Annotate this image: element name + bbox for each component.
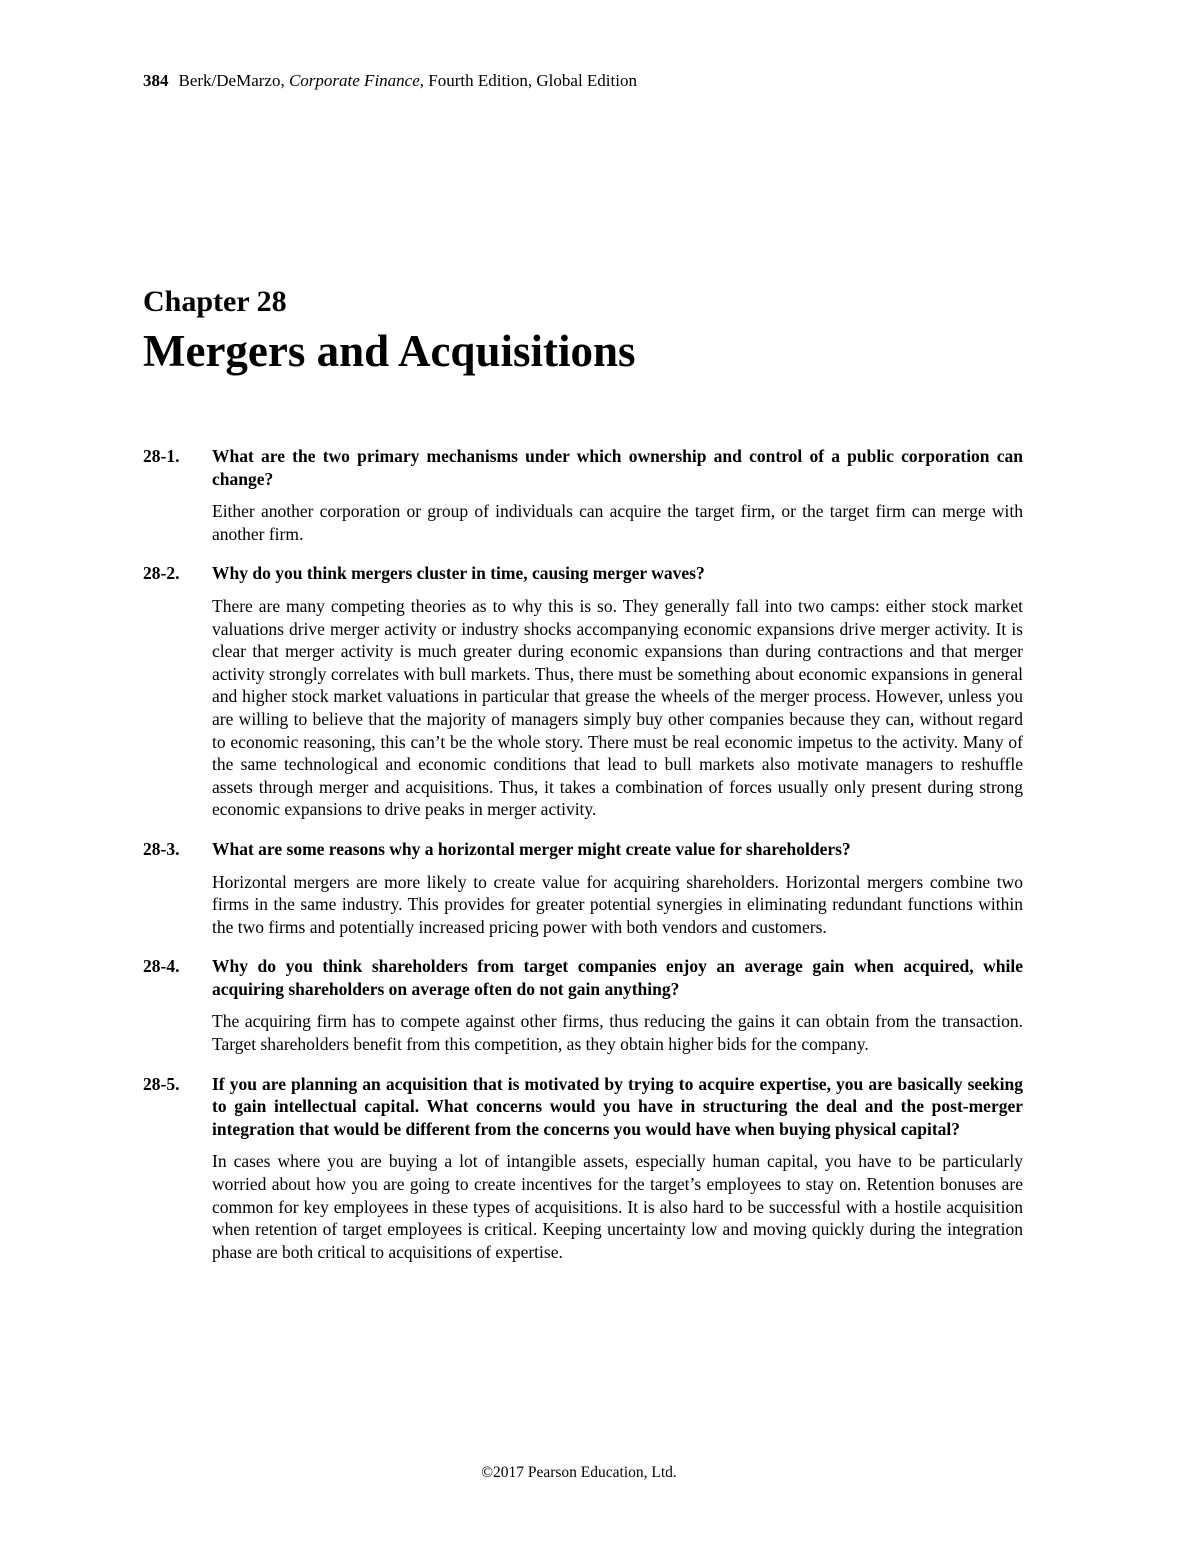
running-header (143, 70, 637, 92)
answer-text: In cases where you are buying a lot of intangible assets, especially human capital, you have to be particularly worried about how you are going to create incentives for the target’s employees to stay on. Retention bonuses are common for key employees in these types of acquisitions. It is also hard to be successful with a hostile acquisition when retention of target employees is critical. Keeping uncertainty low and moving quickly during the integration phase are both critical to acquisitions of expertise. (212, 1151, 1023, 1262)
answer-text: Horizontal mergers are more likely to create value for acquiring shareholders. Horizontal mergers combine two firms in the same industry. This provides for greater potential synergies in eliminating redundant functions within the two firms and potentially increased pricing power with both vendors and customers. (212, 871, 1023, 937)
question-item (143, 562, 1023, 821)
question-text: If you are planning an acquisition that is motivated by trying to acquire expertise, you are basically seeking to gain intellectual capital. What concerns would you have in structuring the deal and the post-merger integration that would be different from the concerns you would have when buying physical capital? (212, 1073, 1023, 1139)
question-number: 28-3. (143, 838, 180, 859)
question-item (143, 1073, 1023, 1264)
answer-text: Either another corporation or group of individuals can acquire the target firm, or the target firm can merge with another firm. (212, 501, 1023, 544)
question-list (143, 445, 1023, 1280)
question-number: 28-4. (143, 956, 180, 977)
question-text: What are the two primary mechanisms under which ownership and control of a public corporation can change? (212, 446, 1023, 489)
chapter-title: Mergers and Acquisitions (143, 326, 636, 376)
header-authors: Berk/DeMarzo, (178, 71, 289, 90)
page-number: 384 (143, 71, 169, 90)
question-item (143, 445, 1023, 545)
question-number: 28-1. (143, 446, 180, 466)
question-text: What are some reasons why a horizontal merger might create value for shareholders? (212, 838, 851, 859)
question-number: 28-5. (143, 1073, 180, 1094)
question-number: 28-2. (143, 563, 180, 584)
header-book-title: Corporate Finance (288, 71, 420, 90)
question-text: Why do you think shareholders from target companies enjoy an average gain when acquired, while acquiring shareholders on average often do not gain anything? (212, 956, 1023, 999)
answer-text: There are many competing theories as to why this is so. They generally fall into two camps: either stock market valuations drive merger activity or industry shocks accompanying economic expansions drive merger activity. It is clear that merger activity is much greater during economic expansions than during contractions and that merger activity strongly correlates with bull markets. Thus, there must be something about economic expansions in general and higher stock market valuations in particular that grease the wheels of the merger process. However, unless you are willing to believe that the majority of managers simply buy other companies because they can, without regard to economic reasoning, this can’t be the whole story. There must be real economic impetus to the activity. Many of the same technological and economic conditions that lead to bull markets also motivate managers to reshuffle assets through merger and acquisitions. Thus, it takes a combination of forces usually only present during strong economic expansions to drive peaks in merger activity. (212, 595, 1023, 820)
chapter-label: Chapter 28 (143, 285, 287, 318)
copyright-footer: ©2017 Pearson Education, Ltd. (481, 1464, 677, 1481)
question-text: Why do you think mergers cluster in time, causing merger waves? (212, 563, 705, 584)
answer-text: The acquiring firm has to compete against other firms, thus reducing the gains it can obtain from the transaction. Target shareholders benefit from this competition, as they obtain higher bids for the company. (212, 1011, 1023, 1055)
header-edition: , Fourth Edition, Global Edition (419, 71, 637, 90)
question-item (143, 955, 1023, 1055)
question-item (143, 838, 1023, 938)
